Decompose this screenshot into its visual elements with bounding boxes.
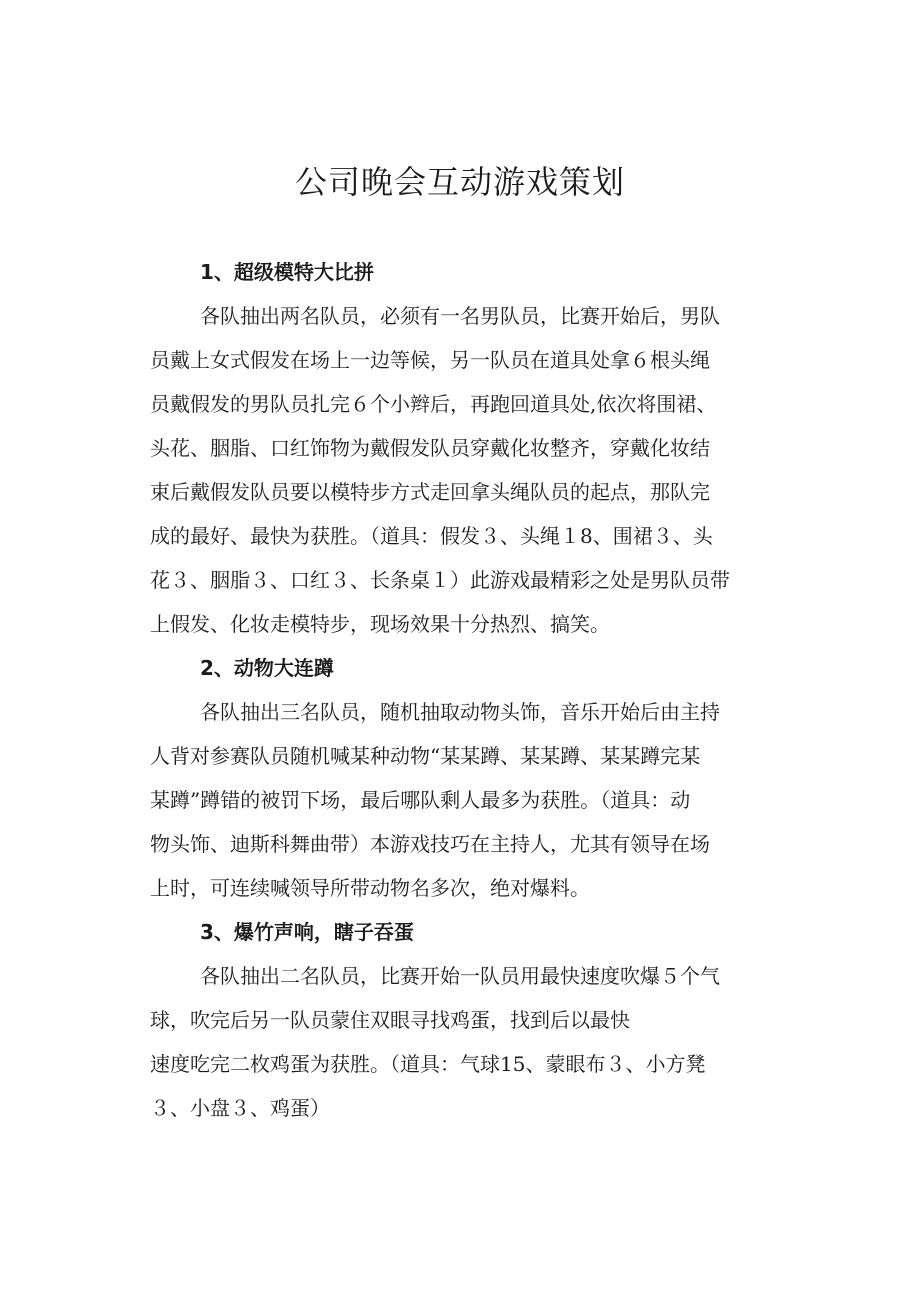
paragraph-line: ３、小盘３、鸡蛋）	[150, 1096, 330, 1120]
paragraph-line: 速度吃完二枚鸡蛋为获胜。（道具：气球15、蒙眼布３、小方凳	[150, 1052, 706, 1076]
section-paragraph	[150, 690, 800, 910]
paragraph-line: 员戴上女式假发在场上一边等候，另一队员在道具处拿６根头绳	[150, 348, 710, 372]
section-animal-squat	[150, 646, 800, 910]
paragraph-line: 束后戴假发队员要以模特步方式走回拿头绳队员的起点，那队完	[150, 480, 710, 504]
section-heading: 1、超级模特大比拼	[200, 260, 374, 284]
paragraph-line: 花３、胭脂３、口红３、长条桌１）此游戏最精彩之处是男队员带	[150, 568, 730, 592]
section-super-model	[150, 250, 800, 646]
section-paragraph	[150, 294, 800, 646]
paragraph-line: 各队抽出二名队员，比赛开始一队员用最快速度吹爆５个气	[200, 964, 720, 988]
paragraph-line: 头花、胭脂、口红饰物为戴假发队员穿戴化妆整齐，穿戴化妆结	[150, 436, 710, 460]
paragraph-line: 上时，可连续喊领导所带动物名多次，绝对爆料。	[150, 876, 590, 900]
paragraph-line: 物头饰、迪斯科舞曲带）本游戏技巧在主持人，尤其有领导在场	[150, 832, 710, 856]
paragraph-line: 上假发、化妆走模特步，现场效果十分热烈、搞笑。	[150, 612, 610, 636]
paragraph-line: 员戴假发的男队员扎完６个小辫后，再跑回道具处,依次将围裙、	[150, 392, 717, 416]
section-heading: 2、动物大连蹲	[200, 656, 334, 680]
paragraph-line: 某蹲”蹲错的被罚下场，最后哪队剩人最多为获胜。（道具：动	[150, 788, 691, 812]
paragraph-line: 球，吹完后另一队员蒙住双眼寻找鸡蛋，找到后以最快	[150, 1008, 630, 1032]
section-heading: 3、爆竹声响，瞎子吞蛋	[200, 920, 414, 944]
paragraph-line: 各队抽出三名队员，随机抽取动物头饰，音乐开始后由主持	[200, 700, 720, 724]
paragraph-line: 各队抽出两名队员，必须有一名男队员，比赛开始后，男队	[200, 304, 720, 328]
paragraph-line: 成的最好、最快为获胜。（道具：假发３、头绳１8、围裙３、头	[150, 524, 713, 548]
document-title: 公司晚会互动游戏策划	[294, 163, 625, 201]
paragraph-line: 人背对参赛队员随机喊某种动物“某某蹲、某某蹲、某某蹲完某	[150, 744, 701, 768]
section-paragraph	[150, 954, 800, 1130]
document-body	[150, 250, 800, 1130]
section-firecracker-egg	[150, 910, 800, 1130]
